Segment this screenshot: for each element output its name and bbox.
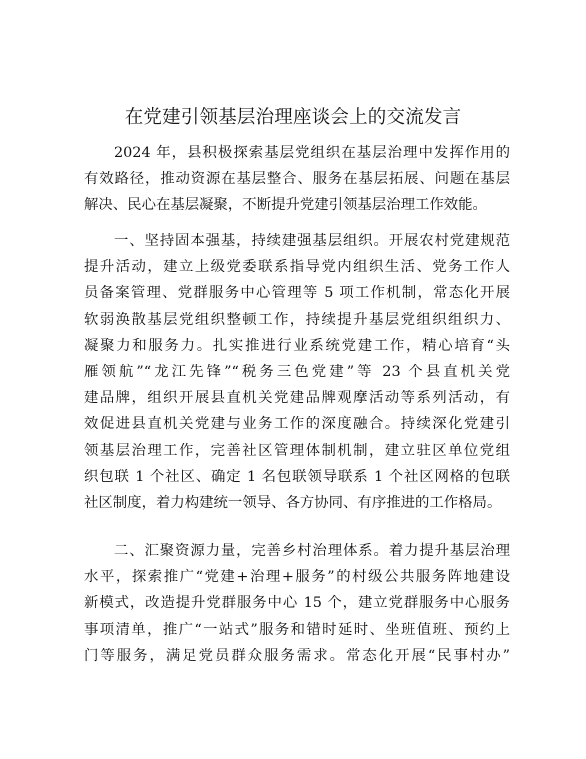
text-line: 凝聚力和服务力。扎实推进行业系统党建工作，精心培育“头 — [84, 337, 510, 354]
text-line: 解决、民心在基层凝聚，不断提升党建引领基层治理工作效能。 — [84, 197, 487, 214]
text-line: 新模式，改造提升党群服务中心 15 个，建立党群服务中心服务 — [84, 595, 510, 612]
text-line: 提升活动，建立上级党委联系指导党内组织生活、党务工作人 — [84, 259, 510, 276]
text-line: 社区制度，着力构建统一领导、各方协同、有序推进的工作格局。 — [84, 494, 502, 511]
text-line: 事项清单，推广“一站式”服务和错时延时、坐班值班、预约上 — [84, 621, 510, 638]
text-line: 水平，探索推广“党建+治理+服务”的村级公共服务阵地建设 — [84, 569, 510, 586]
paragraph-section-one — [84, 228, 510, 516]
text-line: 一、坚持固本强基，持续建强基层组织。开展农村党建规范 — [114, 233, 510, 249]
paragraph-section-two — [84, 538, 510, 669]
text-line: 软弱涣散基层党组织整顿工作，持续提升基层党组织组织力、 — [84, 311, 510, 328]
text-line: 雁领航”“龙江先锋”“税务三色党建”等 23 个县直机关党 — [84, 363, 510, 380]
document-title: 在党建引领基层治理座谈会上的交流发言 — [124, 107, 462, 128]
text-line: 2024 年，县积极探索基层党组织在基层治理中发挥作用的 — [114, 145, 510, 161]
text-line: 二、汇聚资源力量，完善乡村治理体系。着力提升基层治理 — [114, 543, 510, 559]
text-line: 有效路径，推动资源在基层整合、服务在基层拓展、问题在基层 — [84, 171, 510, 188]
text-line: 员备案管理、党群服务中心管理等 5 项工作机制，常态化开展 — [84, 285, 510, 302]
text-line: 建品牌，组织开展县直机关党建品牌观摩活动等系列活动，有 — [84, 390, 510, 407]
text-line: 领基层治理工作，完善社区管理体制机制，建立驻区单位党组 — [84, 442, 510, 459]
text-line: 门等服务，满足党员群众服务需求。常态化开展“民事村办” — [84, 647, 510, 664]
paragraph-intro — [84, 140, 510, 219]
text-line: 织包联 1 个社区、确定 1 名包联领导联系 1 个社区网格的包联 — [84, 468, 510, 485]
text-line: 效促进县直机关党建与业务工作的深度融合。持续深化党建引 — [84, 416, 510, 433]
